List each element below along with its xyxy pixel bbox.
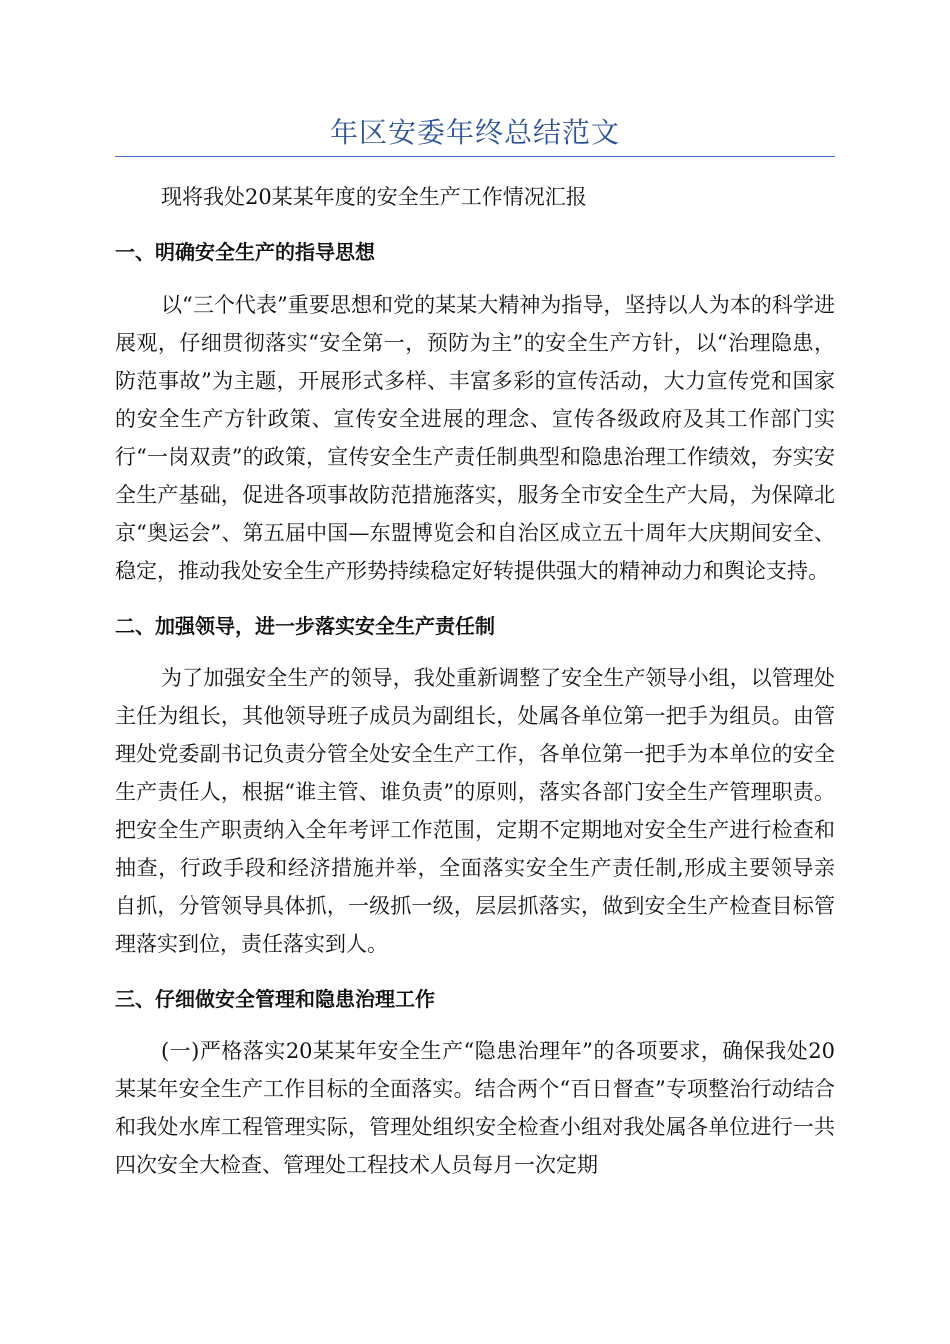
- intro-paragraph: 现将我处20某某年度的安全生产工作情况汇报: [161, 185, 587, 209]
- section-body-1: 以“三个代表”重要思想和党的某某大精神为指导，坚持以人为本的科学进展观，仔细贯彻落实“安全第一，预防为主”的安全生产方针，以“治理隐患，防范事故”为主题，开展形式多样、丰富多彩的宣传活动，大力宣传党和国家的安全生产方针政策、宣传安全进展的理念、宣传各级政府及其工作部门实行“一岗双责”的政策，宣传安全生产责任制典型和隐患治理工作绩效，夯实安全生产基础，促进各项事故防范措施落实，服务全市安全生产大局，为保障北京“奥运会”、第五届中国—东盟博览会和自治区成立五十周年大庆期间安全、稳定，推动我处安全生产形势持续稳定好转提供强大的精神动力和舆论支持。: [115, 293, 835, 583]
- section-heading-1: 一、明确安全生产的指导思想: [115, 240, 375, 264]
- section-body-2: 为了加强安全生产的领导，我处重新调整了安全生产领导小组，以管理处主任为组长，其他领导班子成员为副组长，处属各单位第一把手为组员。由管理处党委副书记负责分管全处安全生产工作，各单位第一把手为本单位的安全生产责任人，根据“谁主管、谁负责”的原则，落实各部门安全生产管理职责。把安全生产职责纳入全年考评工作范围，定期不定期地对安全生产进行检查和抽查，行政手段和经济措施并举，全面落实安全生产责任制,形成主要领导亲自抓，分管领导具体抓，一级抓一级，层层抓落实，做到安全生产检查目标管理落实到位，责任落实到人。: [115, 666, 835, 956]
- section-heading-2: 二、加强领导，进一步落实安全生产责任制: [115, 614, 495, 638]
- section-heading-3: 三、仔细做安全管理和隐患治理工作: [115, 987, 435, 1011]
- section-body-3: (一)严格落实20某某年安全生产“隐患治理年”的各项要求，确保我处20某某年安全生产工作目标的全面落实。结合两个“百日督查”专项整治行动结合和我处水库工程管理实际，管理处组织安全检查小组对我处属各单位进行一共四次安全大检查、管理处工程技术人员每月一次定期: [115, 1039, 835, 1177]
- document-page: [115, 0, 835, 1184]
- document-title: 年区安委年终总结范文: [329, 116, 620, 149]
- title-underline: [115, 156, 835, 157]
